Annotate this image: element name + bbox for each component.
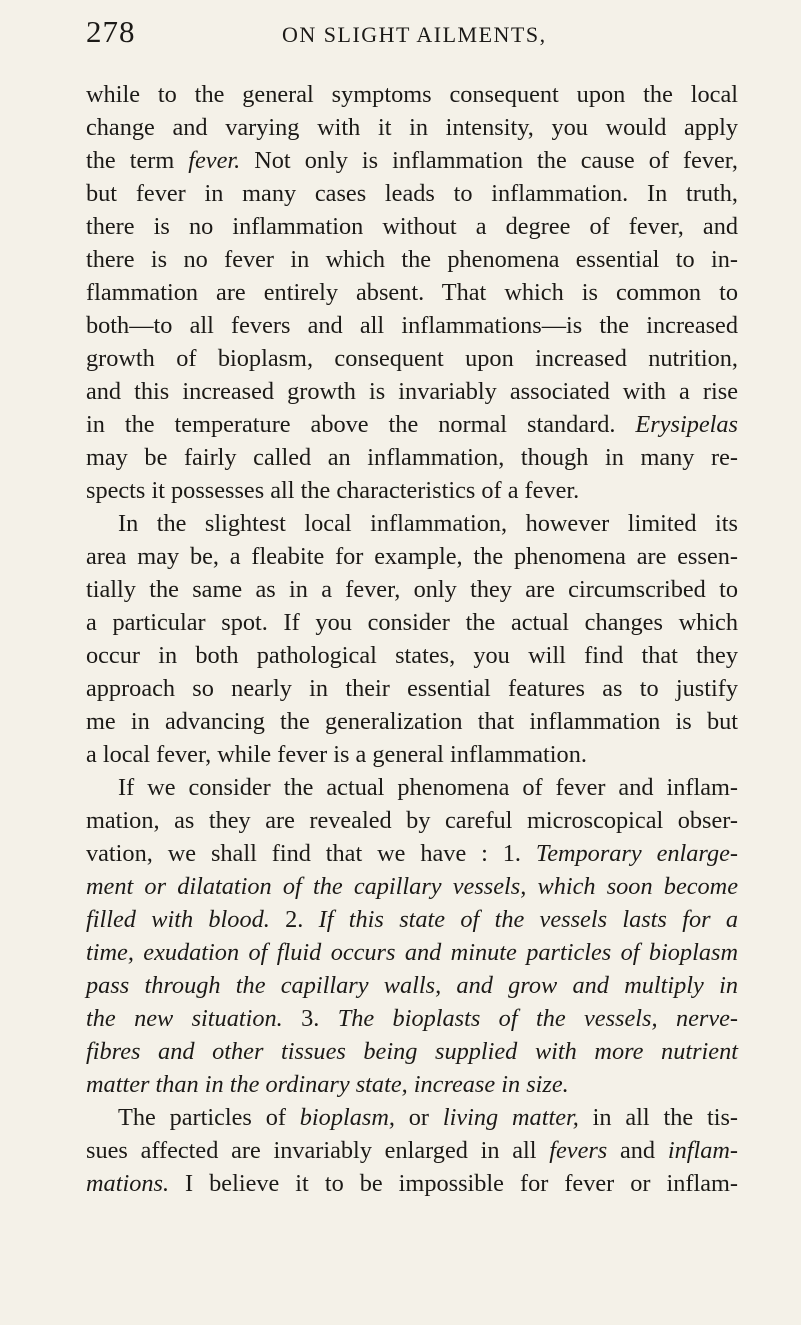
text-segment: Not only is inflammation the cause of fever, <box>240 147 738 174</box>
text-line <box>86 1134 738 1167</box>
text-segment: spects it possesses all the characteristics of a fever. <box>86 477 580 504</box>
italic-text: inflam- <box>667 1137 738 1164</box>
italic-text: fever. <box>188 147 241 174</box>
text-line <box>86 1068 738 1101</box>
text-line <box>86 804 738 837</box>
text-line <box>86 375 738 408</box>
text-line <box>86 1035 738 1068</box>
text-line <box>86 573 738 606</box>
italic-text: matter than in the ordinary state, increase in size. <box>86 1071 569 1098</box>
text-line <box>86 177 738 210</box>
text-segment: flammation are entirely absent. That which is common to <box>86 279 738 306</box>
text-segment: sues affected are invariably enlarged in all <box>86 1137 550 1164</box>
running-head <box>86 14 726 54</box>
text-segment: If we consider the actual phenomena of fever and inflam- <box>118 774 738 801</box>
text-segment: a local fever, while fever is a general inflammation. <box>86 741 587 768</box>
italic-text: If this state of the vessels lasts for a <box>318 906 738 933</box>
text-line <box>86 1101 738 1134</box>
text-segment: and <box>607 1137 668 1164</box>
text-line <box>86 870 738 903</box>
italic-text: ment or dilatation of the capillary vessels, which soon become <box>86 873 738 900</box>
italic-text: pass through the capillary walls, and grow and multiply in <box>86 972 738 999</box>
text-segment: in all the tis- <box>578 1104 738 1131</box>
text-line <box>86 243 738 276</box>
page-number: 278 <box>86 14 136 49</box>
text-line <box>86 705 738 738</box>
text-line <box>86 276 738 309</box>
text-line <box>86 771 738 804</box>
italic-text: filled with blood. <box>86 906 270 933</box>
text-line <box>86 936 738 969</box>
text-segment: I believe it to be impossible for fever or inflam- <box>169 1170 738 1197</box>
text-segment: but fever in many cases leads to inflammation. In truth, <box>86 180 738 207</box>
text-segment: may be fairly called an inflammation, though in many re- <box>86 444 738 471</box>
text-line <box>86 903 738 936</box>
text-line <box>86 969 738 1002</box>
text-segment: area may be, a fleabite for example, the phenomena are essen- <box>86 543 738 570</box>
text-line <box>86 1002 738 1035</box>
italic-text: Erysipelas <box>635 411 738 438</box>
text-segment: both—to all fevers and all inflammations—is the increased <box>86 312 738 339</box>
text-line <box>86 408 738 441</box>
text-segment: the term <box>86 147 189 174</box>
italic-text: fibres and other tissues being supplied with more nutrient <box>86 1038 738 1065</box>
italic-text: fevers <box>549 1137 608 1164</box>
text-segment: In the slightest local inflammation, however limited its <box>118 510 738 537</box>
italic-text: bioplasm, <box>299 1104 395 1131</box>
italic-text: Temporary enlarge- <box>535 840 738 867</box>
text-segment: and this increased growth is invariably associated with a rise <box>86 378 738 405</box>
text-segment: there is no fever in which the phenomena essential to in- <box>86 246 738 273</box>
italic-text: the new situation. <box>86 1005 283 1032</box>
text-segment: 2. <box>269 906 319 933</box>
text-line <box>86 144 738 177</box>
text-segment: there is no inflammation without a degree of fever, and <box>86 213 738 240</box>
text-line <box>86 738 738 771</box>
text-line <box>86 606 738 639</box>
body-text <box>86 78 738 1200</box>
text-segment: a particular spot. If you consider the actual changes which <box>86 609 738 636</box>
text-segment: while to the general symptoms consequent upon the local <box>86 81 738 108</box>
text-line <box>86 111 738 144</box>
text-segment: change and varying with it in intensity, you would apply <box>86 114 738 141</box>
text-line <box>86 639 738 672</box>
italic-text: The bioplasts of the vessels, nerve- <box>337 1005 738 1032</box>
text-segment: mation, as they are revealed by careful microscopical obser- <box>86 807 738 834</box>
text-segment: in the temperature above the normal standard. <box>86 411 636 438</box>
text-segment: The particles of <box>118 1104 300 1131</box>
text-line <box>86 474 738 507</box>
text-line <box>86 210 738 243</box>
running-title: ON SLIGHT AILMENTS, <box>282 22 547 47</box>
italic-text: living matter, <box>442 1104 579 1131</box>
text-segment: 3. <box>282 1005 338 1032</box>
text-segment: growth of bioplasm, consequent upon increased nutrition, <box>86 345 738 372</box>
italic-text: time, exudation of fluid occurs and minute particles of bioplasm <box>86 939 738 966</box>
text-segment: me in advancing the generalization that inflammation is but <box>86 708 738 735</box>
text-line <box>86 672 738 705</box>
text-line <box>86 441 738 474</box>
text-line <box>86 507 738 540</box>
text-line <box>86 837 738 870</box>
text-segment: vation, we shall find that we have : 1. <box>86 840 536 867</box>
text-line <box>86 78 738 111</box>
text-segment: tially the same as in a fever, only they are circumscribed to <box>86 576 738 603</box>
text-segment: occur in both pathological states, you will find that they <box>86 642 738 669</box>
italic-text: mations. <box>86 1170 170 1197</box>
text-line <box>86 1167 738 1200</box>
text-line <box>86 342 738 375</box>
text-segment: approach so nearly in their essential features as to justify <box>86 675 738 702</box>
text-segment: or <box>394 1104 443 1131</box>
text-line <box>86 309 738 342</box>
text-line <box>86 540 738 573</box>
